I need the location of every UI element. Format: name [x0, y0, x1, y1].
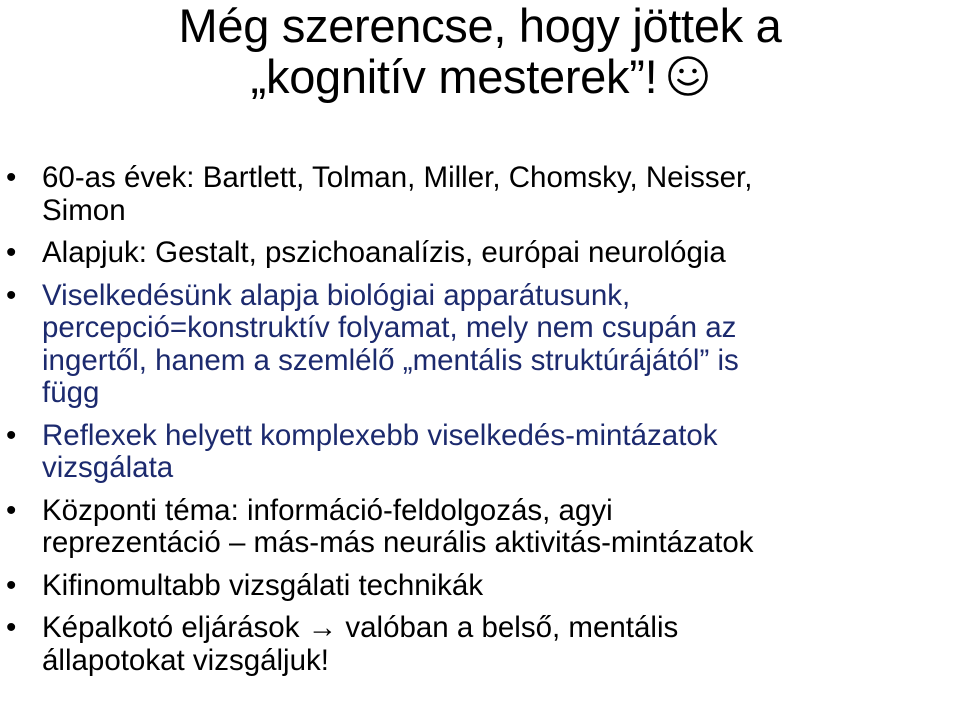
bullet-marker: • [6, 236, 17, 269]
bullet-line: Központi téma: információ-feldolgozás, agyi [42, 493, 613, 527]
bullet-line: Simon [42, 193, 126, 227]
bullet-line: percepció=konstruktív folyamat, mely nem csupán az [42, 311, 737, 344]
bullet-marker: • [6, 278, 17, 312]
bullet-text [42, 420, 952, 485]
bullet-marker: • [6, 418, 17, 452]
title-line-2 [0, 51, 960, 106]
bullet-item [0, 495, 960, 560]
title-line-1: Még szerencse, hogy jöttek a [178, 0, 782, 52]
bullet-line: reprezentáció – más-más neurális aktivitás-mintázatok [42, 526, 754, 559]
bullet-marker: • [6, 493, 17, 527]
bullet-line: vizsgálata [42, 451, 174, 484]
bullet-text [42, 237, 952, 270]
bullet-text [42, 612, 952, 677]
bullet-line: Kifinomultabb vizsgálati technikák [42, 568, 484, 602]
bullet-marker: • [6, 611, 17, 644]
bullet-line: állapotokat vizsgáljuk! [42, 643, 329, 677]
bullet-text [42, 162, 952, 227]
bullet-item [0, 570, 960, 603]
bullet-list [0, 162, 960, 687]
bullet-line: Alapjuk: Gestalt, pszichoanalízis, európai neurológia [42, 236, 726, 269]
smiley-icon [667, 55, 709, 106]
bullet-item [0, 420, 960, 485]
bullet-text [42, 280, 952, 410]
bullet-item [0, 280, 960, 410]
bullet-item [0, 237, 960, 270]
bullet-line: függ [42, 376, 100, 409]
title-line-2-text: „kognitív mesterek”! [250, 50, 658, 103]
bullet-item [0, 612, 960, 677]
slide-title [0, 0, 960, 106]
bullet-marker: • [6, 161, 17, 194]
bullet-line: Képalkotó eljárások → valóban a belső, mentális [42, 611, 679, 644]
bullet-line: ingertől, hanem a szemlélő „mentális struktúrájától” is [42, 343, 739, 377]
bullet-text [42, 570, 952, 603]
bullet-marker: • [6, 568, 17, 602]
bullet-line: Reflexek helyett komplexebb viselkedés-mintázatok [42, 418, 718, 452]
bullet-text [42, 495, 952, 560]
bullet-line: 60-as évek: Bartlett, Tolman, Miller, Chomsky, Neisser, [42, 161, 753, 194]
bullet-line: Viselkedésünk alapja biológiai apparátusunk, [42, 278, 631, 312]
bullet-item [0, 162, 960, 227]
